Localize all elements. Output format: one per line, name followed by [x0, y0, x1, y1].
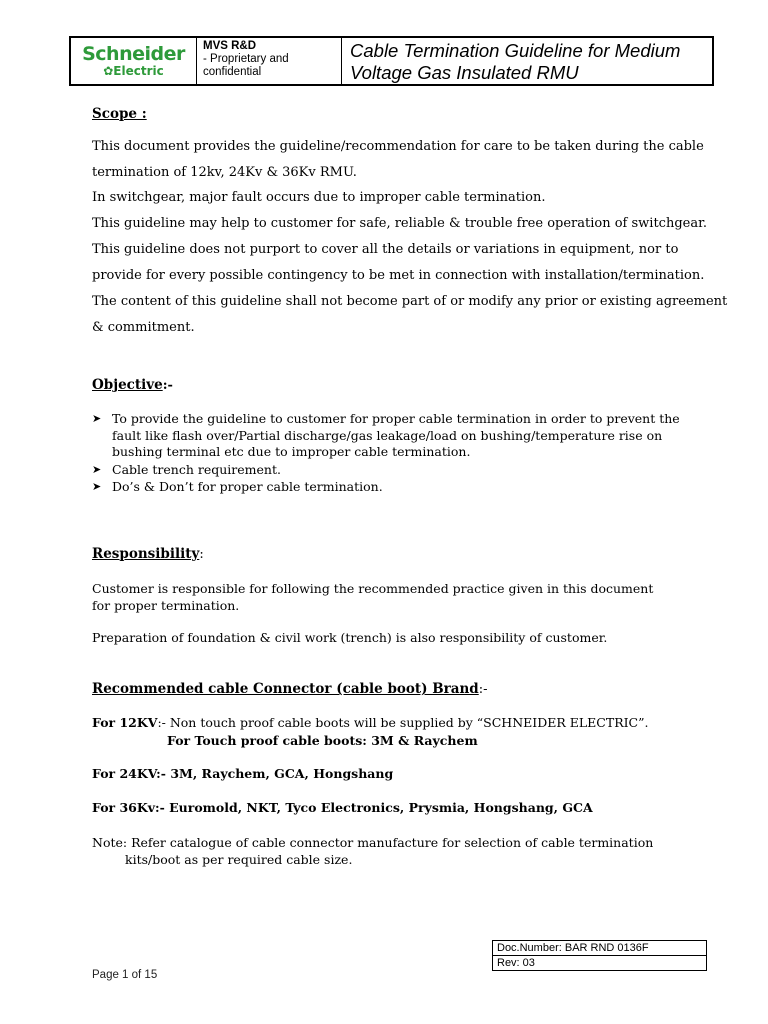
- schneider-electric-logo: [71, 38, 197, 84]
- brand-36kv: For 36Kv:- Euromold, NKT, Tyco Electronics, Prysmia, Hongshang, GCA: [92, 800, 593, 815]
- page-number: Page 1 of 15: [92, 969, 158, 981]
- responsibility-heading: Responsibility:: [92, 546, 204, 562]
- objective-bullet: ➤ To provide the guideline to customer for proper cable termination in order to prevent the fault like flash over/Partial discharge/gas leakage/load on bushing/temperature rise on bushing terminal etc due to improper cable termination.: [92, 411, 680, 459]
- brand-12kv: For 12KV:- Non touch proof cable boots will be supplied by “SCHNEIDER ELECTRIC”.: [92, 715, 649, 730]
- objective-bullet: ➤ Cable trench requirement.: [92, 462, 281, 477]
- logo-line1: Schneider: [82, 43, 185, 65]
- scope-line: The content of this guideline shall not become part of or modify any prior or existing agreement: [92, 294, 728, 309]
- scope-line: This document provides the guideline/recommendation for care to be taken during the cable: [92, 139, 704, 154]
- doc-number: Doc.Number: BAR RND 0136F: [497, 942, 649, 954]
- brand-12kv-touchproof: For Touch proof cable boots: 3M & Raychem: [167, 733, 478, 748]
- objective-bullet: ➤ Do’s & Don’t for proper cable termination.: [92, 479, 383, 494]
- doc-number-table: [492, 940, 707, 971]
- logo-line2: ✿Electric: [103, 64, 164, 78]
- scope-line: provide for every possible contingency to be met in connection with installation/termination.: [92, 268, 705, 283]
- revision: Rev: 03: [493, 955, 706, 970]
- responsibility-paragraph: Preparation of foundation & civil work (trench) is also responsibility of customer.: [92, 630, 608, 645]
- scope-heading: Scope :: [92, 106, 147, 122]
- note-line: Note: Refer catalogue of cable connector manufacture for selection of cable termination: [92, 835, 654, 850]
- scope-line: This guideline does not purport to cover all the details or variations in equipment, nor to: [92, 242, 679, 257]
- responsibility-paragraph: Customer is responsible for following the recommended practice given in this document for proper termination.: [92, 581, 654, 613]
- document-title: Cable Termination Guideline for Medium Voltage Gas Insulated RMU: [350, 40, 681, 83]
- document-header: [69, 36, 714, 86]
- confidential-note: - Proprietary and confidential: [203, 53, 289, 78]
- brands-heading: Recommended cable Connector (cable boot) Brand:-: [92, 681, 488, 697]
- scope-line: & commitment.: [92, 320, 195, 335]
- arrow-bullet-icon: ➤: [92, 480, 102, 493]
- note-line: kits/boot as per required cable size.: [125, 852, 353, 867]
- scope-line: In switchgear, major fault occurs due to improper cable termination.: [92, 190, 546, 205]
- objective-heading: Objective:-: [92, 377, 173, 393]
- department: MVS R&D: [203, 40, 257, 52]
- header-department-cell: [197, 38, 342, 84]
- arrow-bullet-icon: ➤: [92, 463, 102, 476]
- brand-24kv: For 24KV:- 3M, Raychem, GCA, Hongshang: [92, 766, 394, 781]
- scope-line: termination of 12kv, 24Kv & 36Kv RMU.: [92, 165, 357, 180]
- scope-line: This guideline may help to customer for safe, reliable & trouble free operation of switchgear.: [92, 216, 707, 231]
- arrow-bullet-icon: ➤: [92, 412, 102, 425]
